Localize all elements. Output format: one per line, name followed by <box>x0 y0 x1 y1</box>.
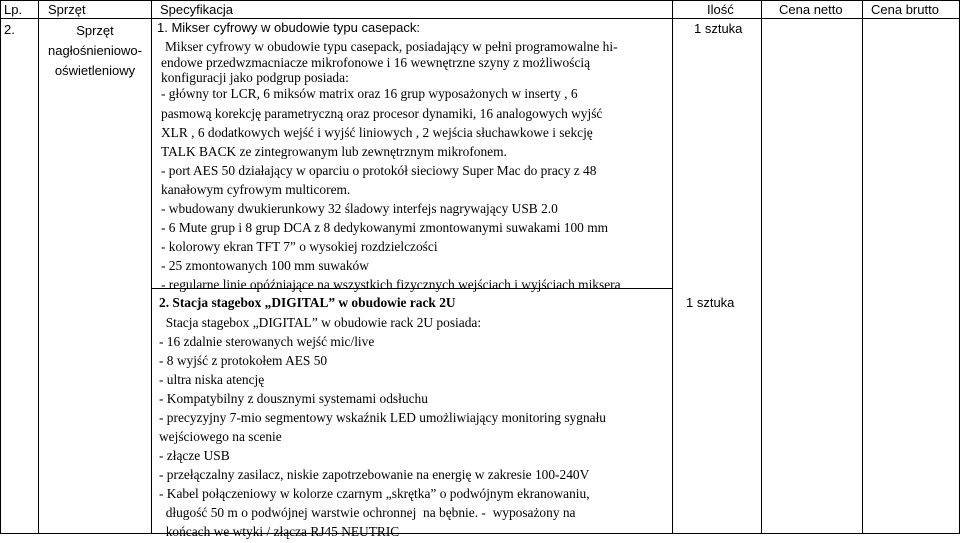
item1-line: endowe przedwzmacniacze mikrofonowe i 16 wewnętrzne szyny z możliwością <box>161 54 591 70</box>
item2-line: - złącze USB <box>159 448 230 463</box>
item1-line: - port AES 50 działający w oparciu o protokół sieciowy Super Mac do pracy z 48 <box>161 162 597 178</box>
item2-line: - precyzyjny 7-mio segmentowy wskaźnik LED umożliwiający monitoring sygnału <box>159 410 606 425</box>
item2-line: końcach we wtyki / złącza RJ45 NEUTRIC <box>159 524 400 539</box>
item2-line: - Kompatybilny z dousznymi systemami odsłuchu <box>159 391 428 406</box>
item1-line: TALK BACK ze zintegrowanym lub zewnętrznym mikrofonem. <box>161 143 507 159</box>
item2-line: - ultra niska atencję <box>159 372 265 387</box>
item1-line: kanałowym cyfrowym multicorem. <box>161 181 351 197</box>
grid-line <box>0 18 960 19</box>
grid-line <box>672 0 673 534</box>
item1-line: - 25 zmontowanych 100 mm suwaków <box>161 257 369 273</box>
item2-description <box>159 315 606 543</box>
header-ilosc: Ilość <box>707 2 734 17</box>
header-cena-brutto: Cena brutto <box>871 2 939 17</box>
item1-line: - regularne linie opóźniające na wszystkich fizycznych wejściach i wyjściach miksera <box>161 276 621 292</box>
grid-line <box>761 0 762 534</box>
item1-line: - główny tor LCR, 6 miksów matrix oraz 16 grup wyposażonych w inserty , 6 <box>161 85 578 101</box>
grid-line <box>0 0 960 1</box>
grid-line <box>0 0 1 534</box>
item1-line: - 6 Mute grup i 8 grup DCA z 8 dedykowanymi zmontowanymi suwakami 100 mm <box>161 219 609 235</box>
item1-line: - kolorowy ekran TFT 7” o wysokiej rozdzielczości <box>161 238 438 254</box>
item2-line: - Kabel połączeniowy w kolorze czarnym „skrętka” o podwójnym ekranowaniu, <box>159 486 590 501</box>
item1-line: XLR , 6 dodatkowych wejść i wyjść liniowych , 2 wejścia słuchawkowe i sekcję <box>161 124 593 140</box>
row-sprzet-line: oświetleniowy <box>54 63 136 78</box>
item1-line: konfiguracji jako podgrup posiada: <box>161 70 349 86</box>
header-sprzet: Sprzęt <box>48 2 86 17</box>
item1-title: 1. Mikser cyfrowy w obudowie typu casepack: <box>157 20 420 35</box>
item1-description <box>161 39 621 296</box>
item2-line: długość 50 m o podwójnej warstwie ochronnej na bębnie. - wyposażony na <box>159 505 576 520</box>
item1-quantity: 1 sztuka <box>694 21 743 36</box>
item2-quantity: 1 sztuka <box>686 295 735 310</box>
grid-line <box>862 0 863 534</box>
grid-line <box>151 0 152 534</box>
item2-title: 2. Stacja stagebox „DIGITAL” w obudowie rack 2U <box>159 295 456 310</box>
header-lp: Lp. <box>4 2 23 17</box>
row-sprzet <box>39 21 151 81</box>
item1-line: pasmową korekcję parametryczną oraz procesor dynamiki, 16 analogowych wyjść <box>161 105 603 121</box>
row-sprzet-line: nagłośnieniowo- <box>48 43 142 58</box>
item2-line: - przełączalny zasilacz, niskie zapotrzebowanie na energię w zakresie 100-240V <box>159 467 590 482</box>
header-cena-netto: Cena netto <box>779 2 843 17</box>
header-specyfikacja: Specyfikacja <box>160 2 233 17</box>
item2-line: - 16 zdalnie sterowanych wejść mic/live <box>159 334 375 349</box>
row-lp: 2. <box>4 22 15 37</box>
item2-line: - 8 wyjść z protokołem AES 50 <box>159 353 328 368</box>
item2-line: wejściowego na scenie <box>159 429 282 444</box>
item1-line: - wbudowany dwukierunkowy 32 śladowy interfejs nagrywający USB 2.0 <box>161 200 558 216</box>
item1-line: Mikser cyfrowy w obudowie typu casepack, posiadający w pełni programowalne hi- <box>165 39 618 54</box>
row-sprzet-line: Sprzęt <box>76 23 114 38</box>
item2-line: Stacja stagebox „DIGITAL” w obudowie rack 2U posiada: <box>159 315 482 330</box>
